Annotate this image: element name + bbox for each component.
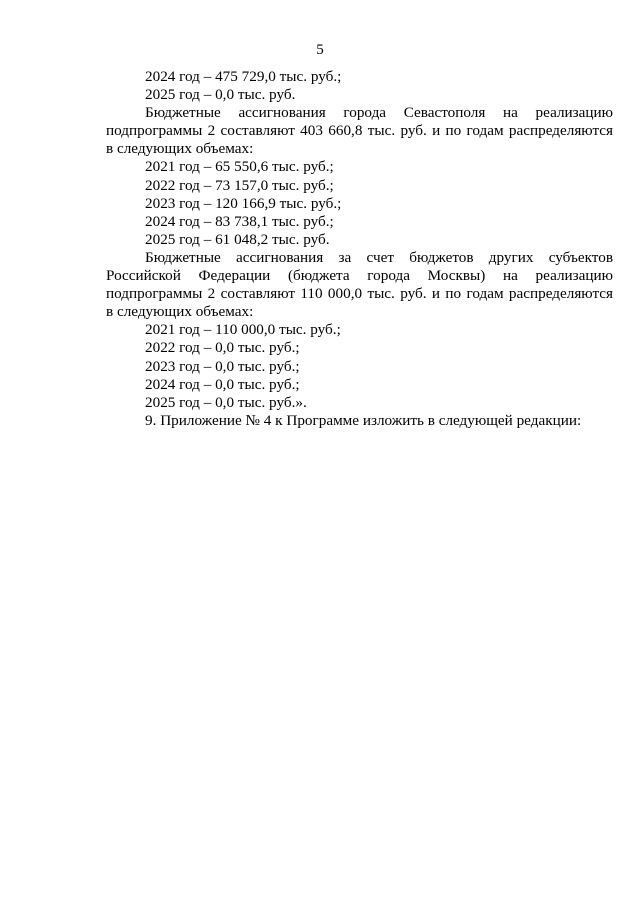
paragraph-line: Бюджетные ассигнования за счет бюджетов других субъектов: [145, 248, 613, 266]
text-line: 2022 год – 73 157,0 тыс. руб.;: [145, 176, 334, 194]
text-line: 2025 год – 61 048,2 тыс. руб.: [145, 230, 330, 248]
text-line: 2021 год – 110 000,0 тыс. руб.;: [145, 321, 341, 339]
text-line: 2024 год – 83 738,1 тыс. руб.;: [145, 212, 334, 230]
text-line: 2025 год – 0,0 тыс. руб.».: [145, 393, 307, 411]
text-line: 2025 год – 0,0 тыс. руб.: [145, 86, 296, 104]
paragraph-line: Бюджетные ассигнования города Севастополя на реализацию: [145, 104, 613, 122]
text-line: 2022 год – 0,0 тыс. руб.;: [145, 339, 300, 357]
paragraph-line: Российской Федерации (бюджета города Москвы) на реализацию: [106, 267, 613, 285]
text-line: 2024 год – 475 729,0 тыс. руб.;: [145, 68, 342, 85]
paragraph-line: подпрограммы 2 составляют 403 660,8 тыс. руб. и по годам распределяются: [106, 122, 613, 140]
text-line: 9. Приложение № 4 к Программе изложить в следующей редакции:: [145, 411, 582, 429]
paragraph-line: в следующих объемах:: [106, 140, 254, 158]
paragraph-line: подпрограммы 2 составляют 110 000,0 тыс. руб. и по годам распределяются: [106, 285, 613, 303]
text-line: 2024 год – 0,0 тыс. руб.;: [145, 375, 300, 393]
text-line: 2021 год – 65 550,6 тыс. руб.;: [145, 158, 334, 176]
text-line: 2023 год – 0,0 тыс. руб.;: [145, 357, 300, 375]
text-line: 2023 год – 120 166,9 тыс. руб.;: [145, 194, 342, 212]
paragraph-line: в следующих объемах:: [106, 303, 254, 321]
document-body: [106, 68, 613, 430]
page-number: 5: [316, 42, 324, 58]
